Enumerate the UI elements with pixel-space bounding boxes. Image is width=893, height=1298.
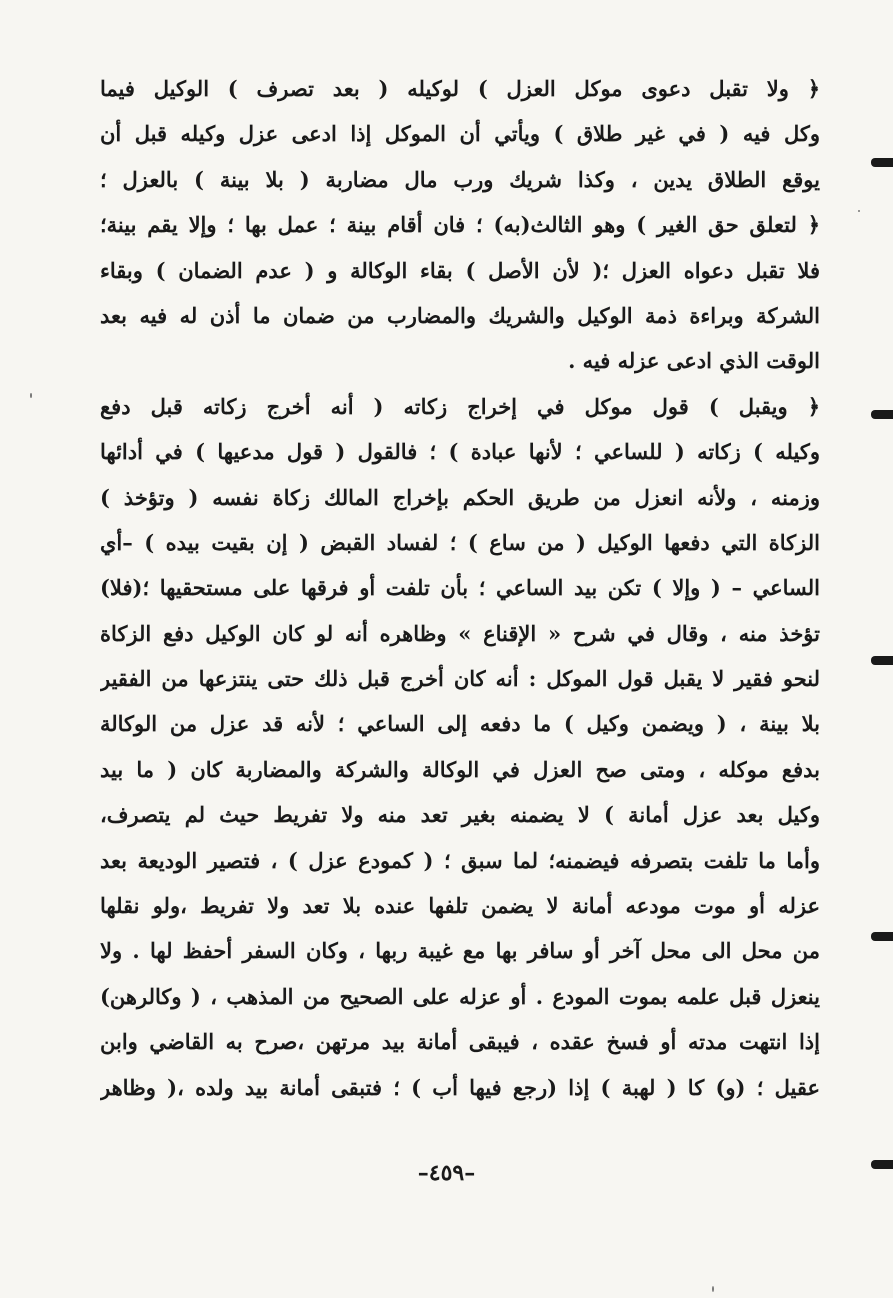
text-line: وكيله ) زكاته ( للساعي ؛ لأنها عبادة ) ؛ فالقول ( قول مدعيها ) في أدائها [100,439,820,465]
scan-speck [30,393,32,398]
text-line: لنحو فقير لا يقبل قول الموكل : أنه كان أخرج قبل ذلك حتى ينتزعها من الفقير [100,666,820,692]
scan-edge-mark [871,158,893,167]
text-line: بلا بينة ، ( ويضمن وكيل ) ما دفعه إلى الساعي ؛ لأنه قد عزل من الوكالة [100,711,820,737]
text-line: إذا انتهت مدته أو فسخ عقده ، فيبقى أمانة بيد مرتهن ،صرح به القاضي وابن [100,1029,820,1055]
text-line: ﴿ لتعلق حق الغير ) وهو الثالث(به) ؛ فان أقام بينة ؛ عمل بها ؛ وإلا يقم بينة؛ [100,212,820,238]
scan-edge-mark [871,656,893,665]
text-line: تؤخذ منه ، وقال في شرح « الإقناع » وظاهره أنه لو كان الوكيل دفع الزكاة [100,620,820,646]
text-line: الوقت الذي ادعى عزله فيه . [568,348,820,374]
text-line: الشركة وبراءة ذمة الوكيل والشريك والمضارب من ضمان ما أذن له فيه بعد [100,302,820,328]
text-line: يوقع الطلاق يدين ، وكذا شريك ورب مال مضاربة ( بلا بينة ) بالعزل ؛ [100,166,820,192]
text-line: عقيل ؛ (و) كا ( لهبة ) إذا (رجع فيها أب ) ؛ فتبقى أمانة بيد ولده ،( وظاهر [100,1074,820,1100]
text-line: بدفع موكله ، ومتى صح العزل في الوكالة والشركة والمضاربة كان ( ما بيد [100,756,820,782]
page-number: –٤٥٩– [417,1160,476,1186]
paragraph-2 [100,384,820,1110]
text-line: وأما ما تلفت بتصرفه فيضمنه؛ لما سبق ؛ ( كمودع عزل ) ، فتصير الوديعة بعد [100,847,820,873]
text-line: عزله أو موت مودعه أمانة لا يضمن تلفها عنده بلا تعد ولا تفريط ،ولو نقلها [100,893,820,919]
text-line: وكيل بعد عزل أمانة ) لا يضمنه بغير تعد منه ولا تفريط حيث لم يتصرف، [100,802,820,828]
text-line: فلا تقبل دعواه العزل ؛( لأن الأصل ) بقاء الوكالة و ( عدم الضمان ) وبقاء [100,257,820,283]
scan-speck [712,1286,714,1292]
text-line: وكل فيه ( في غير طلاق ) ويأتي أن الموكل إذا ادعى عزل وكيله قبل أن [100,121,820,147]
scan-edge-mark [871,410,893,419]
text-line: ينعزل قبل علمه بموت المودع . أو عزله على الصحيح من المذهب ، ( وكالرهن) [100,983,820,1009]
text-line: من محل الى محل آخر أو سافر بها مع غيبة ربها ، وكان السفر أحفظ لها . ولا [100,938,820,964]
scan-edge-mark [871,1160,893,1169]
body-text [100,66,820,1110]
text-line: وزمنه ، ولأنه انعزل من طريق الحكم بإخراج المالك زكاة نفسه ( وتؤخذ ) [100,484,820,510]
text-line: ﴿ ويقبل ) قول موكل في إخراج زكاته ( أنه أخرج زكاته قبل دفع [100,393,820,419]
scan-edge-mark [871,932,893,941]
scan-speck [858,210,860,212]
text-line: الزكاة التي دفعها الوكيل ( من ساع ) ؛ لفساد القبض ( إن بقيت بيده ) –أي [100,529,820,555]
text-line: الساعي – ( وإلا ) تكن بيد الساعي ؛ بأن تلفت أو فرقها على مستحقيها ؛(فلا) [100,575,820,601]
paragraph-1 [100,66,820,384]
text-line: ﴿ ولا تقبل دعوى موكل العزل ) لوكيله ( بعد تصرف ) الوكيل فيما [100,76,820,101]
